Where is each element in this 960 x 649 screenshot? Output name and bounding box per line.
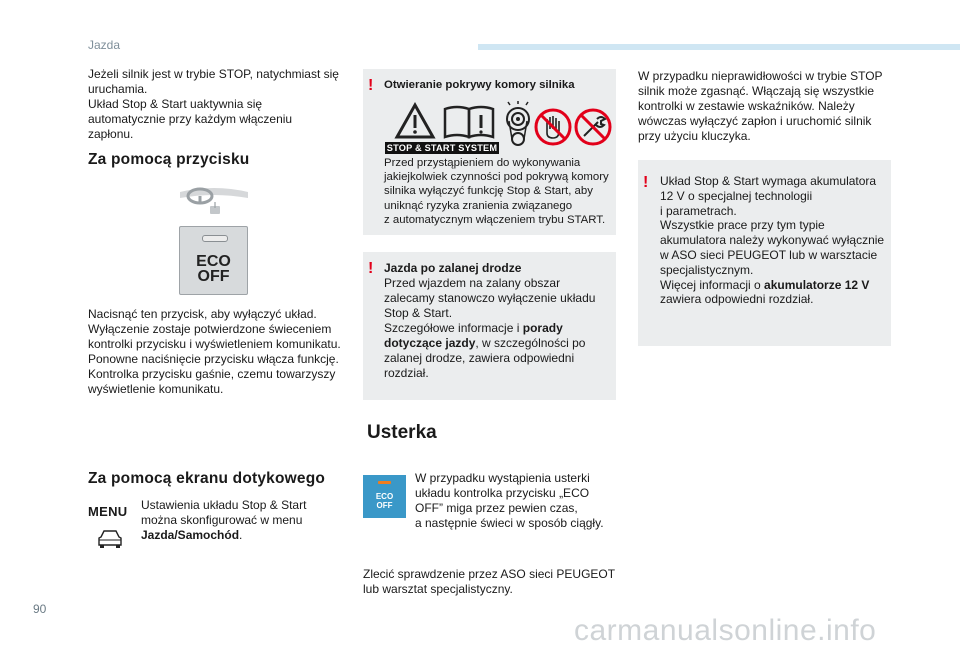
flooded-line: zalanej drodze, zawiera odpowiedni: [384, 351, 575, 365]
flooded-line: [384, 321, 616, 336]
fault-eco-off-label: [363, 492, 406, 510]
battery-line: [660, 278, 891, 293]
intro-line: uruchamia.: [88, 82, 148, 96]
dashboard-steering-icon: [178, 186, 250, 216]
desc-line: Ponowne naciśnięcie przycisku włącza funkcję.: [88, 352, 339, 366]
flooded-pre: Szczegółowe informacje i: [384, 321, 523, 335]
malfunction-line: silnik może zgasnąć. Włączają się wszystkie: [638, 84, 875, 98]
header-bar: [478, 44, 960, 50]
battery-line: akumulatora należy wykonywać wyłącznie: [660, 233, 885, 248]
flooded-post: , w szczególności po: [475, 336, 586, 350]
battery-line: w ASO sieci PEUGEOT lub w warsztacie: [660, 247, 878, 262]
fault-footer: [363, 567, 628, 597]
warning-exclamation-icon: !: [368, 77, 374, 94]
warning-exclamation-icon: !: [643, 174, 649, 191]
footer-line: lub warsztat specjalistyczny.: [363, 582, 513, 596]
battery-line: specjalistycznym.: [660, 262, 754, 277]
desc-line: Kontrolka przycisku gaśnie, czemu towarzyszy: [88, 367, 336, 381]
flooded-title: Jazda po zalanej drodze: [384, 261, 522, 275]
battery-line: Układ Stop & Start wymaga akumulatora: [660, 174, 877, 188]
flooded-road-warning-box: [363, 252, 616, 400]
intro-line: zapłonu.: [88, 127, 134, 141]
intro-line: automatycznie przy każdym włączeniu: [88, 112, 293, 126]
intro-line: Jeżeli silnik jest w trybie STOP, natychmiast się: [88, 67, 339, 81]
flooded-line: rozdział.: [384, 366, 429, 380]
battery-warning-box: [638, 160, 891, 346]
bonnet-line: silnika wyłączyć funkcję Stop & Start, aby: [384, 185, 593, 198]
warning-manual-icons: [393, 101, 497, 141]
fault-text: [415, 471, 620, 531]
eco-off-button[interactable]: [179, 226, 248, 295]
no-tools-prohibition-icon: [573, 107, 613, 147]
fault-line: układu kontrolka przycisku „ECO: [415, 486, 590, 500]
battery-line: 12 V o specjalnej technologii: [660, 188, 813, 203]
desc-line: kontrolki przycisku i wyświetleniem komunikatu.: [88, 337, 341, 351]
bonnet-title: Otwieranie pokrywy komory silnika: [384, 79, 575, 91]
desc-line: wyświetlenie komunikatu.: [88, 382, 224, 396]
eco-label: ECO: [375, 492, 394, 501]
driving-tips-link: porady: [522, 321, 563, 335]
heading-touchscreen: Za pomocą ekranu dotykowego: [88, 470, 326, 487]
heading-fault: Usterka: [367, 422, 437, 443]
malfunction-line: przy użyciu kluczyka.: [638, 129, 751, 143]
touch-line: można skonfigurować w menu: [141, 513, 303, 527]
malfunction-line: kontrolki w zestawie wskaźników. Należy: [638, 99, 855, 113]
bonnet-line: Przed przystąpieniem do wykonywania: [384, 157, 581, 169]
desc-line: Nacisnąć ten przycisk, aby wyłączyć układ.: [88, 307, 317, 321]
button-description: [88, 307, 363, 397]
flooded-road-text: [384, 261, 616, 381]
flooded-line: Stop & Start.: [384, 306, 453, 320]
eco-indicator-lamp: [202, 235, 228, 242]
warning-exclamation-icon: !: [368, 260, 374, 277]
bonnet-line: jakiejkolwiek czynności pod pokrywą komory: [384, 171, 609, 184]
heading-button: Za pomocą przycisku: [88, 151, 250, 168]
malfunction-text: [638, 69, 898, 144]
touch-line: [141, 528, 341, 543]
driving-tips-link-2: dotyczące jazdy: [384, 336, 476, 350]
off-label: OFF: [376, 501, 393, 510]
bonnet-line: uniknąć ryzyka zranienia związanego: [384, 199, 573, 212]
page-number: 90: [33, 602, 47, 616]
intro-line: Układ Stop & Start uaktywnia się: [88, 97, 263, 111]
fault-line: OFF” miga przez pewien czas,: [415, 501, 578, 515]
malfunction-line: wówczas wyłączyć zapłon i uruchomić silnik: [638, 114, 872, 128]
touch-end: .: [239, 528, 243, 542]
intro-text: [88, 67, 358, 142]
battery-more-pre: Więcej informacji o: [660, 277, 765, 292]
menu-path: Jazda/Samochód: [141, 528, 240, 542]
eco-label: ECO: [196, 253, 231, 270]
touchscreen-description: [141, 498, 341, 543]
eco-off-fault-icon: [363, 475, 406, 518]
battery-text: [660, 174, 891, 307]
battery-line: zawiera odpowiedni rozdział.: [660, 292, 814, 307]
desc-line: Wyłączenie zostaje potwierdzone świeceniem: [88, 322, 332, 336]
footer-line: Zlecić sprawdzenie przez ASO sieci PEUGEOT: [363, 567, 616, 581]
touch-line: Ustawienia układu Stop & Start: [141, 498, 307, 512]
battery-line: i parametrach.: [660, 203, 737, 218]
eco-indicator-lamp: [378, 481, 391, 484]
flooded-line: zalecamy stanowczo wyłączenie układu: [384, 291, 596, 305]
no-hands-prohibition-icon: [533, 107, 573, 147]
off-label: OFF: [197, 268, 230, 285]
fault-line: W przypadku wystąpienia usterki: [415, 471, 590, 485]
bonnet-warning-box: [363, 69, 616, 235]
car-icon: [96, 528, 124, 550]
eco-off-label: [180, 254, 247, 284]
section-header: Jazda: [88, 38, 121, 52]
bonnet-text: [384, 156, 616, 227]
battery-link: akumulatorze 12 V: [764, 277, 870, 292]
bonnet-line: z automatycznym włączeniem trybu START.: [384, 213, 606, 226]
malfunction-line: W przypadku nieprawidłowości w trybie STOP: [638, 69, 883, 83]
menu-label[interactable]: MENU: [88, 504, 128, 519]
stop-start-system-label: STOP & START SYSTEM: [386, 143, 498, 153]
battery-line: Wszystkie prace przy tym typie: [660, 218, 825, 233]
flooded-line: [384, 336, 616, 351]
fault-line: a następnie świeci w sposób ciągły.: [415, 516, 604, 530]
watermark: carmanualsonline.info: [574, 614, 877, 647]
flooded-line: Przed wjazdem na zalany obszar: [384, 276, 561, 290]
belt-icon: [504, 101, 532, 149]
